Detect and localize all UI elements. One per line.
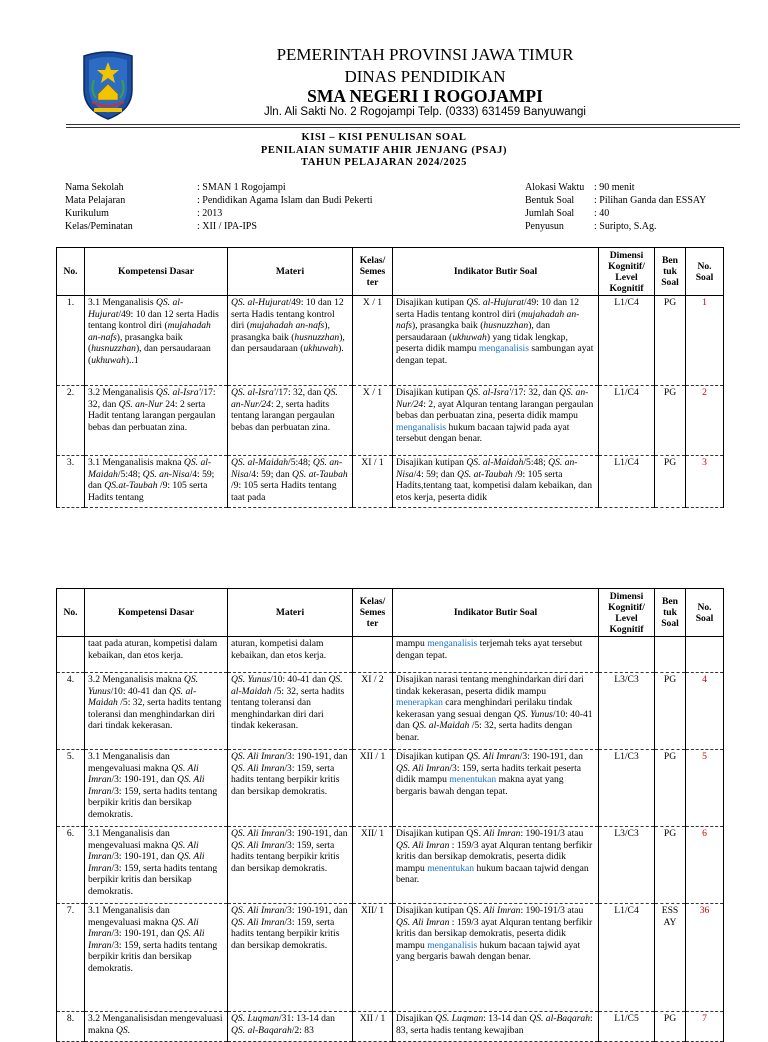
col-header-materi: Materi (228, 589, 353, 637)
col-header-kelas: Kelas/ Semes ter (353, 589, 393, 637)
cell-materi: QS. Luqman/31: 13-14 dan QS. al-Baqarah/2: 83 (228, 1012, 353, 1042)
academic-year: TAHUN PELAJARAN 2024/2025 (301, 157, 467, 168)
col-header-dimensi: Dimensi Kognitif/ Level Kognitif (599, 589, 655, 637)
cell-dimensi: L1/C5 (599, 1012, 655, 1042)
cell-nosoal: 1 (686, 296, 724, 386)
table-row (57, 750, 724, 827)
cell-no: 5. (57, 750, 85, 827)
cell-bentuk (655, 637, 686, 673)
info-row: Penyusun : Suripto, S.Ag. (525, 221, 657, 232)
col-header-indikator: Indikator Butir Soal (393, 589, 599, 637)
cell-nosoal: 3 (686, 456, 724, 508)
col-header-kompetensi: Kompetensi Dasar (85, 589, 228, 637)
cell-bentuk: PG (655, 827, 686, 904)
cell-indikator: Disajikan kutipan QS. Ali Imran: 190-191/3 atau QS. Ali Imran : 159/3 ayat Alquran tentang berfikir kritis dan bersikap demokratis, peserta didik mampu menganalisis hukum bacaan tajwid ayat yang bergaris bawah dengan benar. (393, 904, 599, 1012)
school-name: SMA NEGERI I ROGOJAMPI (307, 86, 543, 106)
cell-kelas: XI / 1 (353, 456, 393, 508)
col-header-no: No. (57, 248, 85, 296)
cell-bentuk: PG (655, 296, 686, 386)
school-info-left (65, 181, 373, 233)
cell-nosoal: 4 (686, 673, 724, 750)
cell-bentuk: PG (655, 1012, 686, 1042)
letterhead-divider (66, 124, 740, 125)
document-title: KISI – KISI PENULISAN SOAL (301, 132, 467, 143)
col-header-bentuk: Ben tuk Soal (655, 248, 686, 296)
cell-kompetensi: 3.2 Menganalisisdan mengevaluasi makna QS. (85, 1012, 228, 1042)
table-header-row (57, 589, 724, 637)
cell-indikator: Disajikan narasi tentang menghindarkan diri dari tindak kekerasan, peserta didik mampu menerapkan cara menghindari perilaku tindak kekerasan yang sesuai dengan QS. Yunus/10: 40-41 dan QS. al-Maidah /5: 32, serta hadits dengan benar. (393, 673, 599, 750)
cell-kompetensi: 3.2 Menganalisis makna QS. Yunus/10: 40-41 dan QS. al-Maidah /5: 32, serta hadits tentang toleransi dan menghindarkan diri dari tindak kekerasan. (85, 673, 228, 750)
document-subtitle: PENILAIAN SUMATIF AHIR JENJANG (PSAJ) (260, 145, 508, 156)
table-row (57, 827, 724, 904)
cell-kompetensi: 3.2 Menganalisis QS. al-Isra'/17: 32, dan QS. an-Nur 24: 2 serta Hadit tentang larangan pergaulan bebas dan perbuatan zina. (85, 386, 228, 456)
school-info-right (525, 181, 706, 233)
cell-kelas: XII/ 1 (353, 904, 393, 1012)
cell-dimensi: L1/C4 (599, 904, 655, 1012)
cell-dimensi: L3/C3 (599, 827, 655, 904)
cell-indikator: mampu menganalisis terjemah teks ayat tersebut dengan tepat. (393, 637, 599, 673)
question-grid-table-2 (56, 588, 724, 1042)
cell-dimensi (599, 637, 655, 673)
cell-bentuk: PG (655, 456, 686, 508)
cell-kelas: X / 1 (353, 296, 393, 386)
cell-kelas: XII/ 1 (353, 827, 393, 904)
cell-kelas: X / 1 (353, 386, 393, 456)
cell-materi: QS. Ali Imran/3: 190-191, dan QS. Ali Imran/3: 159, serta hadits tentang berpikir kritis dan bersikap demokratis. (228, 904, 353, 1012)
table-row (57, 296, 724, 386)
cell-no: 4. (57, 673, 85, 750)
table-row (57, 637, 724, 673)
cell-indikator: Disajikan kutipan QS. al-Isra'/17: 32, dan QS. an-Nur/24: 2, ayat Alquran tentang larangan pergaulan bebas dan perbuatan zina, peserta didik mampu menganalisis hukum bacaan tajwid pada ayat tersebut dengan benar. (393, 386, 599, 456)
col-header-dimensi: Dimensi Kognitif/ Level Kognitif (599, 248, 655, 296)
cell-dimensi: L1/C3 (599, 750, 655, 827)
info-row: Bentuk Soal : Pilihan Ganda dan ESSAY (525, 195, 707, 206)
cell-kompetensi: 3.1 Menganalisis dan mengevaluasi makna QS. Ali Imran/3: 190-191, dan QS. Ali Imran/3: 159, serta hadits tentang berpikir kritis dan bersikap demokratis. (85, 904, 228, 1012)
table-row (57, 904, 724, 1012)
table-row (57, 673, 724, 750)
cell-materi: QS. Ali Imran/3: 190-191, dan QS. Ali Imran/3: 159, serta hadits tentang berpikir kritis dan bersikap demokratis. (228, 750, 353, 827)
info-row: Kelas/Peminatan : XII / IPA-IPS (65, 221, 257, 232)
cell-indikator: Disajikan QS. Luqman: 13-14 dan QS. al-Baqarah: 83, serta hadis tentang kewajiban (393, 1012, 599, 1042)
cell-nosoal: 7 (686, 1012, 724, 1042)
info-row: Mata Pelajaran : Pendidikan Agama Islam dan Budi Pekerti (65, 195, 373, 206)
col-header-kelas: Kelas/ Semes ter (353, 248, 393, 296)
col-header-bentuk: Ben tuk Soal (655, 589, 686, 637)
cell-kelas: XII / 1 (353, 750, 393, 827)
cell-kelas: XI / 2 (353, 673, 393, 750)
col-header-kompetensi: Kompetensi Dasar (85, 248, 228, 296)
table-row (57, 1012, 724, 1042)
cell-materi: QS. Ali Imran/3: 190-191, dan QS. Ali Imran/3: 159, serta hadits tentang berpikir kritis dan bersikap demokratis. (228, 827, 353, 904)
table-header-row (57, 248, 724, 296)
cell-no: 7. (57, 904, 85, 1012)
cell-materi: QS. al-Maidah/5:48; QS. an-Nisa/4: 59; dan QS. at-Taubah /9: 105 serta Hadits tentang taat pada (228, 456, 353, 508)
cell-bentuk: ESS AY (655, 904, 686, 1012)
cell-indikator: Disajikan kutipan QS. Ali Imran: 190-191/3 atau QS. Ali Imran : 159/3 ayat Alquran tentang berfikir kritis dan bersikap demokratis, peserta didik mampu menentukan hukum bacaan tajwid dengan benar. (393, 827, 599, 904)
school-address: Jln. Ali Sakti No. 2 Rogojampi Telp. (0333) 631459 Banyuwangi (264, 106, 586, 118)
cell-indikator: Disajikan kutipan QS. Ali Imran/3: 190-191, dan QS. Ali Imran/3: 159, serta hadits terkait peserta didik mampu menentukan makna ayat yang bergaris bawah dengan tepat. (393, 750, 599, 827)
table-row (57, 456, 724, 508)
cell-kompetensi: 3.1 Menganalisis dan mengevaluasi makna QS. Ali Imran/3: 190-191, dan QS. Ali Imran/3: 159, serta hadits tentang berpikir kritis dan bersikap demokratis. (85, 827, 228, 904)
col-header-nosoal: No. Soal (686, 248, 724, 296)
cell-no: 3. (57, 456, 85, 508)
col-header-no: No. (57, 589, 85, 637)
question-grid-table-1 (56, 247, 724, 508)
letterhead-divider-2 (66, 127, 740, 128)
cell-bentuk: PG (655, 673, 686, 750)
cell-materi: QS. al-Hujurat/49: 10 dan 12 serta Hadis tentang kontrol diri (mujahadah an-nafs), prasangka baik (husnuzzhan), dan persaudaraan (ukhuwah). (228, 296, 353, 386)
table-row (57, 386, 724, 456)
cell-no: 8. (57, 1012, 85, 1042)
cell-nosoal (686, 637, 724, 673)
cell-kompetensi: taat pada aturan, kompetisi dalam kebaikan, dan etos kerja. (85, 637, 228, 673)
cell-no (57, 637, 85, 673)
col-header-nosoal: No. Soal (686, 589, 724, 637)
cell-no: 2. (57, 386, 85, 456)
cell-nosoal: 6 (686, 827, 724, 904)
cell-kelas (353, 637, 393, 673)
cell-bentuk: PG (655, 386, 686, 456)
department-name: DINAS PENDIDIKAN (344, 67, 506, 86)
cell-dimensi: L3/C3 (599, 673, 655, 750)
info-row: Kurikulum : 2013 (65, 208, 223, 219)
cell-dimensi: L1/C4 (599, 296, 655, 386)
east-java-emblem-icon (80, 50, 136, 120)
cell-kelas: XII / 1 (353, 1012, 393, 1042)
cell-nosoal: 5 (686, 750, 724, 827)
cell-indikator: Disajikan kutipan QS. al-Maidah/5:48; QS. an-Nisa/4: 59; dan QS. at-Taubah /9: 105 serta Hadits,tentang taat, kompetisi dalam kebaikan, dan etos kerja, peserta didik (393, 456, 599, 508)
cell-bentuk: PG (655, 750, 686, 827)
info-row: Jumlah Soal : 40 (525, 208, 610, 219)
cell-materi: aturan, kompetisi dalam kebaikan, dan etos kerja. (228, 637, 353, 673)
cell-materi: QS. Yunus/10: 40-41 dan QS. al-Maidah /5: 32, serta hadits tentang toleransi dan menghindarkan diri dari tindak kekerasan. (228, 673, 353, 750)
col-header-materi: Materi (228, 248, 353, 296)
cell-no: 6. (57, 827, 85, 904)
cell-kompetensi: 3.1 Menganalisis dan mengevaluasi makna QS. Ali Imran/3: 190-191, dan QS. Ali Imran/3: 159, serta hadits tentang berpikir kritis dan bersikap demokratis. (85, 750, 228, 827)
cell-no: 1. (57, 296, 85, 386)
cell-nosoal: 36 (686, 904, 724, 1012)
info-row: Alokasi Waktu : 90 menit (525, 182, 635, 193)
government-name: PEMERINTAH PROVINSI JAWA TIMUR (276, 45, 574, 64)
cell-dimensi: L1/C4 (599, 456, 655, 508)
cell-dimensi: L1/C4 (599, 386, 655, 456)
col-header-indikator: Indikator Butir Soal (393, 248, 599, 296)
cell-indikator: Disajikan kutipan QS. al-Hujurat/49: 10 dan 12 serta Hadis tentang kontrol diri (mujahadah an-nafs), prasangka baik (husnuzzhan), dan persaudaraan (ukhuwah) yang tidak lengkap, peserta didik mampu menganalisis sambungan ayat dengan tepat. (393, 296, 599, 386)
cell-kompetensi: 3.1 Menganalisis makna QS. al-Maidah/5:48; QS. an-Nisa/4: 59; dan QS.at-Taubah /9: 105 serta Hadits tentang (85, 456, 228, 508)
cell-materi: QS. al-Isra'/17: 32, dan QS. an-Nur/24: 2, serta hadits tentang larangan pergaulan bebas dan perbuatan zina. (228, 386, 353, 456)
cell-nosoal: 2 (686, 386, 724, 456)
info-row: Nama Sekolah : SMAN 1 Rogojampi (65, 182, 286, 193)
cell-kompetensi: 3.1 Menganalisis QS. al-Hujurat/49: 10 dan 12 serta Hadis tentang kontrol diri (mujahadah an-nafs), prasangka baik (husnuzzhan), dan persaudaraan (ukhuwah)..1 (85, 296, 228, 386)
